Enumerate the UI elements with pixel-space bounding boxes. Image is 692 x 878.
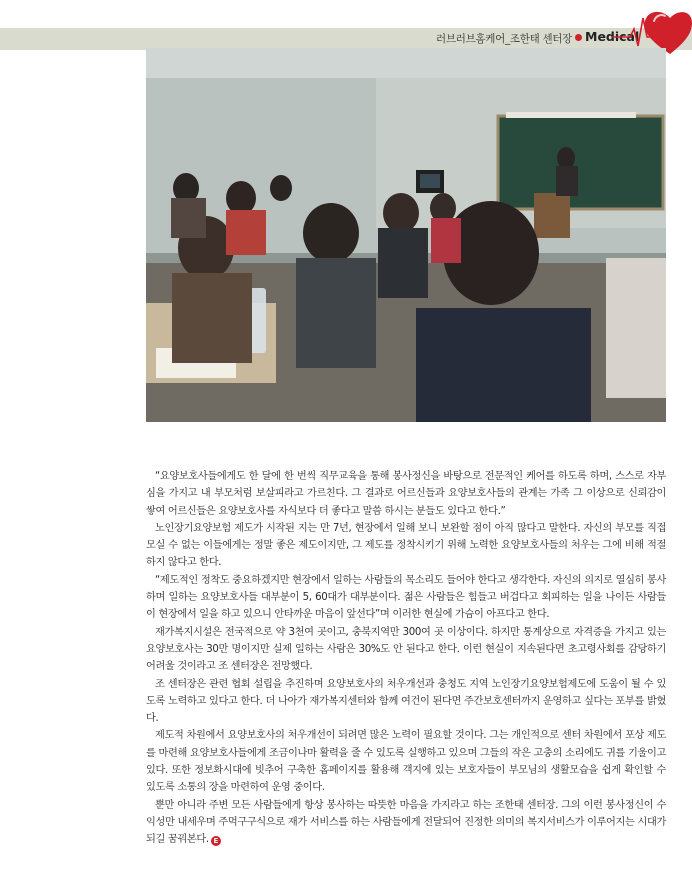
end-mark-icon: E [211, 836, 221, 846]
paragraph-4: 재가복지시설은 전국적으로 약 3천여 곳이고, 충북지역만 300여 곳 이상이다. 하지만 통계상으로 자격증을 가지고 있는 요양보호사는 30만 명이지만 실제 일하는 사람은 30%도 안 된다고 한다. 이런 현실이 지속된다면 초고령사회를 감당하기 어려울 것이라고 조 센터장은 전망했다. [146, 626, 666, 673]
paragraph-5: 조 센터장은 관련 협회 설립을 추진하며 요양보호사의 처우개선과 충청도 지역 노인장기요양보험제도에 도움이 될 수 있도록 노력하고 있다고 한다. 더 나아가 재가복지센터와 함께 여건이 된다면 주간보호센터까지 운영하고 싶다는 포부를 밝혔다. [146, 678, 666, 725]
paragraph-6: 제도적 차원에서 요양보호사의 처우개선이 되려면 많은 노력이 필요할 것이다. 그는 개인적으로 센터 차원에서 포상 제도를 마련해 요양보호사들에게 조금이나마 활력을 줄 수 있도록 실행하고 있으며 그들의 작은 고충의 소리에도 귀를 기울이고 있다. 또한 정보화시대에 빗추어 구축한 홈페이지를 활용해 객지에 있는 보호자들이 부모님의 생활모습을 쉽게 확인할 수 있도록 소통의 장을 마련하여 운영 중이다. [146, 730, 666, 794]
article-body [146, 468, 666, 849]
brand-label: Medical [585, 29, 640, 44]
paragraph-3: “제도적인 정착도 중요하겠지만 현장에서 일하는 사람들의 목소리도 들어야 한다고 생각한다. 자신의 의지로 열심히 봉사하며 일하는 요양보호사들 대부분이 5, 60대가 대부분이다. 젊은 사람들은 힘들고 버겁다고 회피하는 일을 나이든 사람들이 현장에서 일을 하고 있으니 안타까운 마음이 앞선다”며 이러한 현실에 가슴이 아프다고 한다. [146, 574, 666, 621]
paragraph-2: 노인장기요양보험 제도가 시작된 지는 만 7년, 현장에서 일해 보니 보완할 점이 아직 많다고 말한다. 자신의 부모를 직접 모실 수 없는 이들에게는 정말 좋은 제도이지만, 그 제도를 정착시키기 위해 노력한 요양보호사들의 처우는 그에 비해 적절하지 않다고 한다. [146, 522, 666, 569]
classroom-scene [146, 48, 666, 422]
section-title: 러브러브홈케어_조한태 센터장 [436, 33, 572, 45]
paragraph-1: “요양보호사들에게도 한 달에 한 번씩 직무교육을 통해 봉사정신을 바탕으로 전문적인 케어를 하도록 하며, 스스로 자부심을 가지고 내 부모처럼 보살피라고 가르친다. 그 결과로 어르신들과 요양보호사들의 관계는 가족 그 이상으로 신뢰감이 쌓여 어르신들은 요양보호사를 자식보다 더 좋다고 말씀 하시는 분들도 있다고 한다.” [146, 471, 666, 517]
paragraph-7-text: 뿐만 아니라 주변 모든 사람들에게 항상 봉사하는 따뜻한 마음을 가지라고 하는 조한태 센터장. 그의 이런 봉사정신이 수익성만 내세우며 주먹구구식으로 재가 서비스를 하는 사람들에게 전달되어 진정한 의미의 복지서비스가 이루어지는 시대가 되길 꿈꿔본다. [146, 799, 666, 846]
paragraph-7 [146, 797, 666, 849]
classroom-photo [146, 48, 666, 422]
bullet-dot-icon [575, 34, 582, 41]
